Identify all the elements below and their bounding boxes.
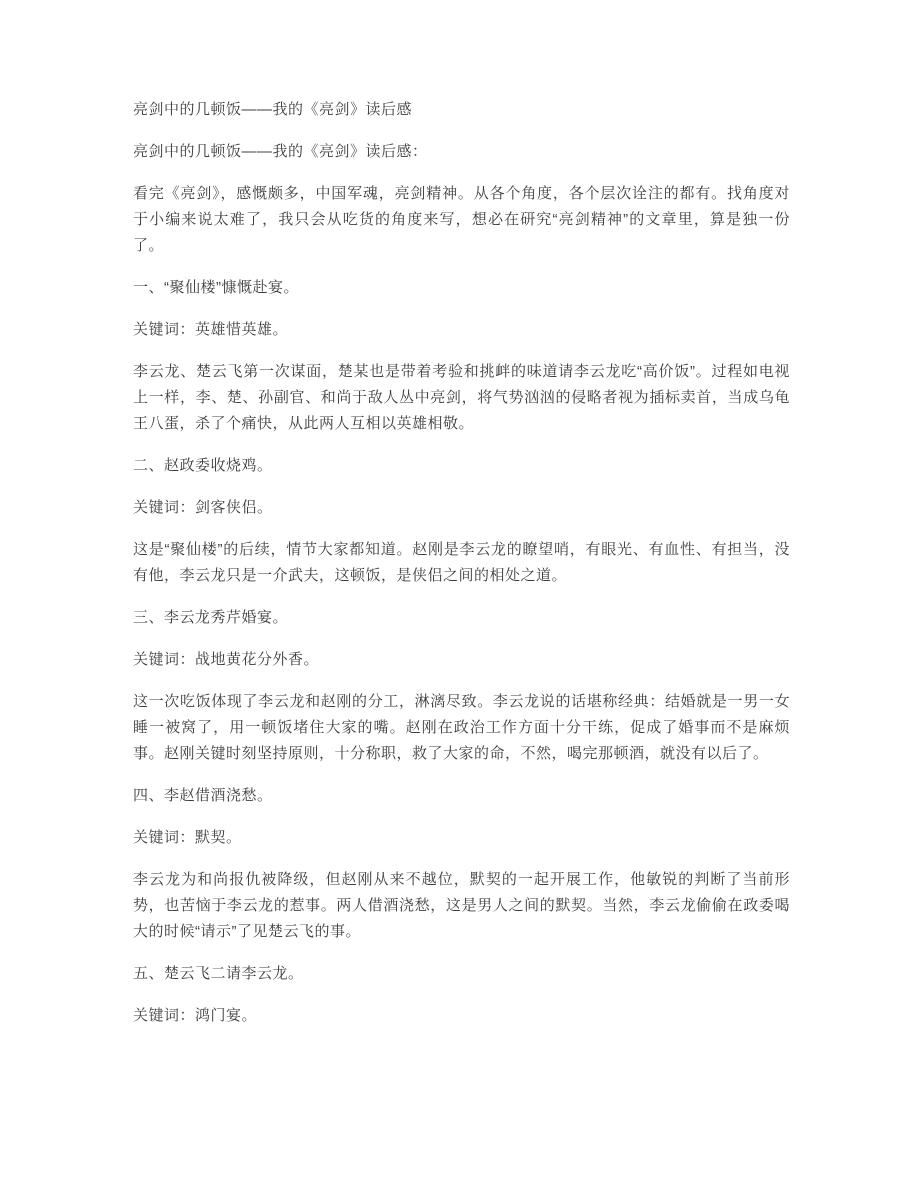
section-2-keyword: 关键词：剑客侠侣。: [133, 499, 273, 516]
section-3-keyword: 关键词：战地黄花分外香。: [133, 651, 320, 668]
document-body: [133, 97, 790, 1029]
section-5-keyword: 关键词：鸿门宴。: [133, 1007, 258, 1024]
section-2-paragraph: 这是“聚仙楼”的后续，情节大家都知道。赵刚是李云龙的瞭望哨，有眼光、有血性、有担当，没有他，李云龙只是一介武夫，这顿饭，是侠侣之间的相处之道。: [133, 541, 790, 584]
document-subtitle-line: 亮剑中的几顿饭——我的《亮剑》读后感：: [133, 143, 428, 160]
section-3-heading: 三、李云龙秀芹婚宴。: [133, 609, 289, 626]
section-1-keyword: 关键词：英雄惜英雄。: [133, 321, 289, 338]
section-5-heading: 五、楚云飞二请李云龙。: [133, 965, 304, 982]
section-4-keyword: 关键词：默契。: [133, 829, 242, 846]
section-3-paragraph: 这一次吃饭体现了李云龙和赵刚的分工，淋漓尽致。李云龙说的话堪称经典：结婚就是一男一女睡一被窝了，用一顿饭堵住大家的嘴。赵刚在政治工作方面十分干练，促成了婚事而不是麻烦事。赵刚关键时刻坚持原则，十分称职，救了大家的命，不然，喝完那顿酒，就没有以后了。: [133, 693, 790, 762]
intro-paragraph: 看完《亮剑》，感慨颇多，中国军魂，亮剑精神。从各个角度，各个层次诠注的都有。找角度对于小编来说太难了，我只会从吃货的角度来写，想必在研究“亮剑精神”的文章里，算是独一份了。: [133, 185, 790, 254]
section-1-heading: 一、“聚仙楼”慷慨赴宴。: [133, 279, 299, 296]
document-title-line: 亮剑中的几顿饭——我的《亮剑》读后感: [133, 101, 413, 118]
section-4-paragraph: 李云龙为和尚报仇被降级，但赵刚从来不越位，默契的一起开展工作，他敏锐的判断了当前形势，也苦恼于李云龙的惹事。两人借酒浇愁，这是男人之间的默契。当然，李云龙偷偷在政委喝大的时候“请示”了见楚云飞的事。: [133, 871, 790, 940]
section-1-paragraph: 李云龙、楚云飞第一次谋面，楚某也是带着考验和挑衅的味道请李云龙吃“高价饭”。过程如电视上一样，李、楚、孙副官、和尚于敌人丛中亮剑，将气势汹汹的侵略者视为插标卖首，当成乌龟王八蛋，杀了个痛快，从此两人互相以英雄相敬。: [133, 363, 790, 432]
section-2-heading: 二、赵政委收烧鸡。: [133, 457, 273, 474]
section-4-heading: 四、李赵借酒浇愁。: [133, 787, 273, 804]
